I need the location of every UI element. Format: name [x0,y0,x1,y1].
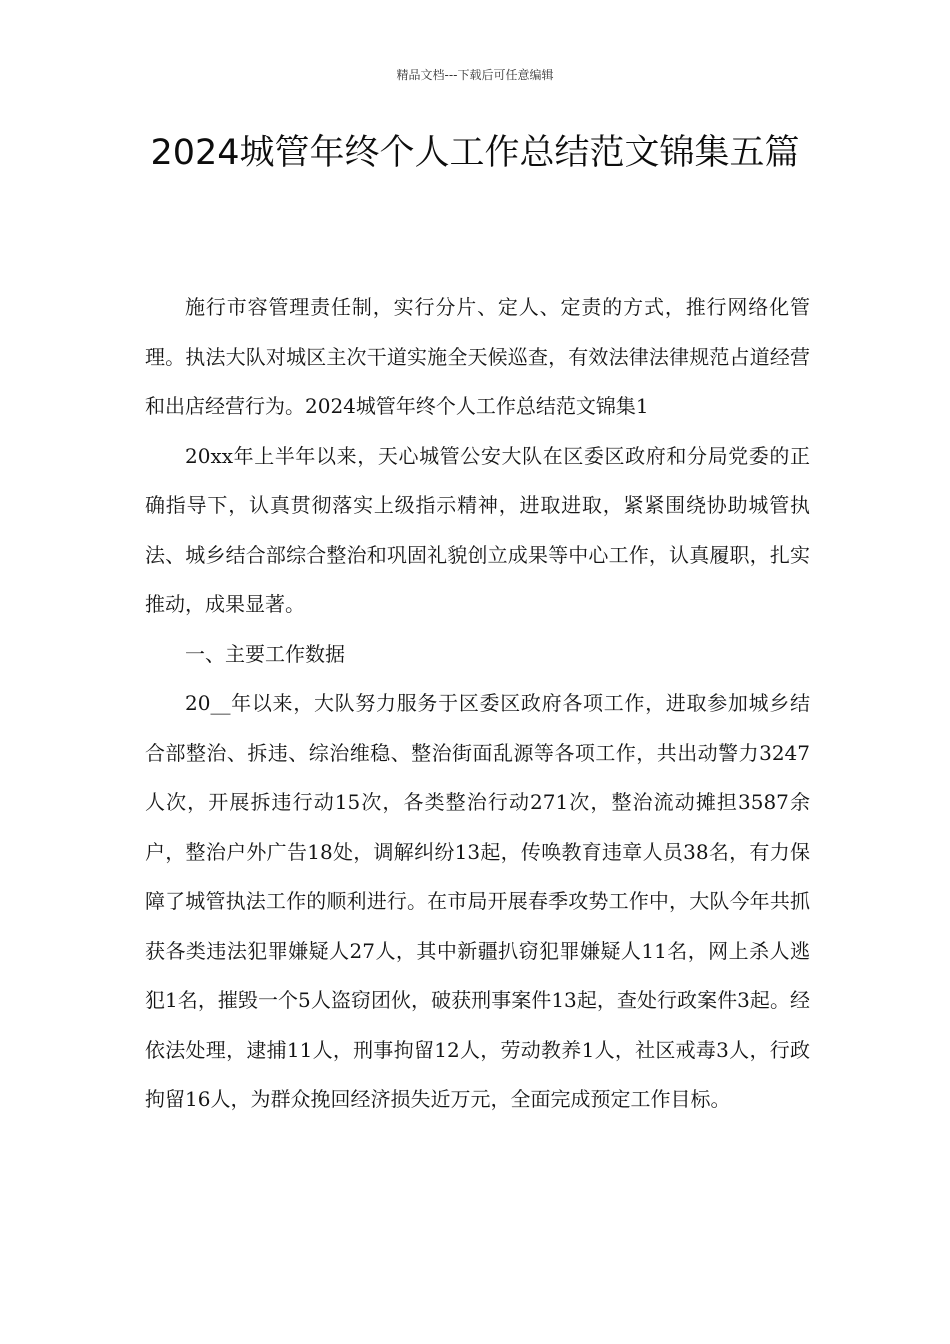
section-heading: 一、主要工作数据 [185,641,345,666]
paragraph-work-data: 20__年以来，大队努力服务于区委区政府各项工作，进取参加城乡结合部整治、拆违、综治维稳、整治街面乱源等各项工作，共出动警力3247人次，开展拆违行动15次，各类整治行动271次，整治流动摊担3587余户，整治户外广告18处，调解纠纷13起，传唤教育违章人员38名，有力保障了城管执法工作的顺利进行。在市局开展春季攻势工作中，大队今年共抓获各类违法犯罪嫌疑人27人，其中新疆扒窃犯罪嫌疑人11名，网上杀人逃犯1名，摧毁一个5人盗窃团伙，破获刑事案件13起，查处行政案件3起。经依法处理，逮捕11人，刑事拘留12人，劳动教养1人，社区戒毒3人，行政拘留16人，为群众挽回经济损失近万元，全面完成预定工作目标。 [145,691,810,1111]
paragraph-overview: 20xx年上半年以来，天心城管公安大队在区委区政府和分局党委的正确指导下，认真贯彻落实上级指示精神，进取进取，紧紧围绕协助城管执法、城乡结合部综合整治和巩固礼貌创立成果等中心工作，认真履职，扎实推动，成果显著。 [145,443,810,616]
paragraph-intro: 施行市容管理责任制，实行分片、定人、定责的方式，推行网络化管理。执法大队对城区主次干道实施全天候巡查，有效法律法律规范占道经营和出店经营行为。2024城管年终个人工作总结范文锦集1 [145,295,810,418]
header-note: 精品文档---下载后可任意编辑 [396,68,554,82]
document-body [145,283,810,1125]
document-title: 2024城管年终个人工作总结范文锦集五篇 [150,133,800,173]
